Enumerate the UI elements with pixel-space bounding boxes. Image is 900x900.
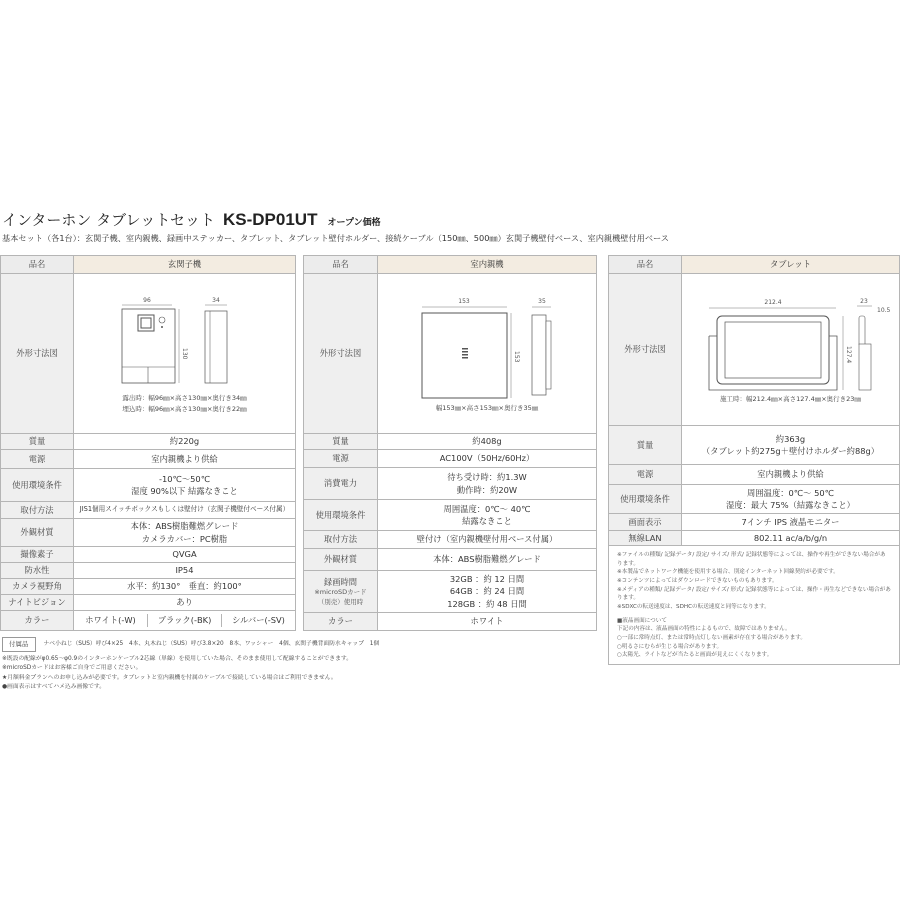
spec-value	[378, 500, 597, 531]
spec-label-note: ※microSDカード	[314, 588, 367, 597]
name-label: 品名	[304, 256, 378, 274]
spec-value-line: カメラカバー：PC樹脂	[141, 533, 228, 544]
spec-label: 無線LAN	[609, 531, 682, 546]
dimension-caption-exposed: 露出時：幅96㎜×高さ130㎜×奥行き34㎜	[122, 394, 247, 403]
diagram-label: 外形寸法図	[1, 274, 74, 434]
spec-value-line: 32GB ：約 12 日間	[449, 574, 525, 585]
spec-value-line: 本体：ABS樹脂難燃グレード	[130, 521, 239, 532]
product-name: タブレット	[682, 256, 900, 274]
note-line: ★月額料金プランへのお申し込みが必要です。タブレットと室内親機を付属のケーブルで接続している場合はご利用できません。	[2, 674, 337, 681]
spec-value: あり	[74, 595, 296, 611]
spec-value: 802.11 ac/a/b/g/n	[682, 531, 900, 546]
spec-value: QVGA	[74, 547, 296, 563]
svg-text:153: 153	[458, 298, 470, 306]
lcd-notes-title: ■液晶画面について	[617, 617, 667, 624]
note-line: ●画面表示はすべてハメ込み画像です。	[2, 684, 106, 691]
indoor-unit-drawing	[412, 293, 562, 403]
spec-value	[74, 469, 296, 502]
note-line: ※メディアの種類/ 記録データ/ 設定/ サイズ/ 形式/ 記録状態等によっては、操作・再生などできない場合があります。	[617, 586, 891, 602]
spec-value: 室内親機より供給	[682, 465, 900, 485]
accessories-label: 付属品	[2, 637, 36, 652]
note-line: ※SDXCの転送速度は、SDHCの転送速度と同等になります。	[617, 603, 770, 610]
name-label: 品名	[609, 256, 682, 274]
svg-text:130: 130	[180, 348, 188, 360]
color-label: カラー	[304, 613, 378, 631]
spec-value	[682, 426, 900, 465]
spec-value-line: 結露なきこと	[462, 516, 512, 526]
note-line: ○一部に常時点灯、または常時点灯しない画素が存在する場合があります。	[617, 634, 807, 641]
accessories-text: ナベ小ねじ（SUS）呼び4×25 4本、丸木ねじ（SUS）呼び3.8×20 8本、ワッシャー 4個、玄関子機背面防水キャップ 1個	[43, 640, 380, 647]
tablet-notes	[608, 545, 900, 665]
spec-value-line: （タブレット約275g＋壁付けホルダー約88g）	[701, 446, 880, 456]
door-unit-diagram	[76, 293, 293, 414]
spec-value-line: 64GB ：約 24 日間	[449, 586, 525, 597]
spec-value-line: 周囲温度：0℃～ 40℃	[443, 503, 531, 514]
spec-value-line: 待ち受け時：約1.3W	[447, 472, 527, 483]
name-label: 品名	[1, 256, 74, 274]
svg-text:35: 35	[538, 298, 546, 306]
spec-value-line: 動作時：約20W	[456, 484, 518, 495]
spec-value-line: 湿度：最大 75%（結露なきこと）	[726, 500, 855, 510]
spec-value-line: 周囲温度：0℃～ 50℃	[747, 487, 834, 498]
note-line: ○明るさにむらが生じる場合があります。	[617, 643, 723, 650]
price-label: オープン価格	[327, 218, 381, 228]
spec-label: 撮像素子	[1, 547, 74, 563]
spec-label: 外観材質	[1, 519, 74, 547]
diagram-label: 外形寸法図	[609, 274, 682, 426]
note-line: ○太陽光、ライトなどが当たると画面が見えにくくなります。	[617, 652, 773, 659]
color-value: ホワイト	[378, 613, 597, 631]
spec-value: AC100V（50Hz/60Hz）	[378, 450, 597, 468]
spec-value: 壁付け（室内親機壁付用ベース付属）	[378, 531, 597, 549]
spec-label: 使用環境条件	[609, 485, 682, 514]
note-line: ※既設の配線がφ0.65～φ0.9のインターホンケーブル2芯線（単線）を使用していた場合、そのまま使用して配線することができます。	[2, 655, 353, 662]
spec-label: 使用環境条件	[1, 469, 74, 502]
spec-value: JIS1個用スイッチボックスもしくは壁付け（玄関子機壁付ベース付属）	[74, 502, 296, 519]
tablet-drawing	[691, 294, 891, 394]
spec-label: 画面表示	[609, 514, 682, 531]
dimension-caption-embedded: 埋込時：幅96㎜×高さ130㎜×奥行き22㎜	[122, 404, 247, 413]
diagram-label: 外形寸法図	[304, 274, 378, 434]
spec-label-line: 録画時間	[323, 577, 358, 588]
tablet-spec-table	[608, 255, 900, 546]
spec-value: 本体：ABS樹脂難燃グレード	[378, 549, 597, 571]
spec-label-note: （別売）使用時	[317, 597, 364, 606]
indoor-unit-diagram	[380, 293, 594, 413]
spec-value: IP54	[74, 563, 296, 579]
model-number: KS-DP01UT	[222, 210, 318, 229]
spec-value-line: 湿度 90%以下 結露なきこと	[131, 486, 238, 496]
note-line: ※microSDカードはお客様ご自身でご用意ください。	[2, 665, 142, 672]
footer-notes	[2, 637, 379, 693]
dimension-caption: 施工時：幅212.4㎜×高さ127.4㎜×奥行き23㎜	[720, 395, 861, 404]
spec-label: 外観材質	[304, 549, 378, 571]
spec-value: 約220g	[74, 434, 296, 450]
spec-label: 取付方法	[1, 502, 74, 519]
spec-value: 7インチ IPS 液晶モニター	[682, 514, 900, 531]
page-title	[2, 209, 381, 230]
color-black: ブラック(-BK)	[147, 614, 221, 626]
svg-text:34: 34	[211, 297, 220, 305]
set-contents: 基本セット（各1台）：玄関子機、室内親機、録画中ステッカー、タブレット、タブレット壁付ホルダー、接続ケーブル（150㎜、500㎜）玄関子機壁付ベース、室内親機壁付用ベース	[2, 233, 669, 243]
color-silver: シルバー(-SV)	[221, 614, 295, 626]
note-line: ※ファイルの種類/ 記録データ/ 設定/ サイズ/ 形式/ 記録状態等によっては、操作や再生ができない場合があります。	[617, 552, 886, 567]
spec-value: 約408g	[378, 434, 597, 450]
svg-text:153: 153	[513, 351, 520, 363]
spec-label: 電源	[1, 450, 74, 469]
product-name: 玄関子機	[74, 256, 296, 274]
spec-value	[682, 485, 900, 514]
accessories-row	[2, 637, 379, 652]
svg-text:127.4: 127.4	[844, 346, 852, 364]
spec-label: 消費電力	[304, 468, 378, 500]
color-options	[74, 614, 295, 626]
spec-label: 質量	[1, 434, 74, 450]
spec-value-line: 128GB ：約 48 日間	[447, 598, 527, 609]
product-name: 室内親機	[378, 256, 597, 274]
spec-label: カメラ視野角	[1, 579, 74, 595]
door-unit-drawing	[110, 293, 260, 393]
note-line: 下記の内容は、液晶画面の特性によるもので、故障ではありません。	[617, 626, 791, 633]
dimension-caption: 幅153㎜×高さ153㎜×奥行き35㎜	[435, 404, 539, 413]
spec-label: 質量	[304, 434, 378, 450]
svg-text:96: 96	[142, 297, 151, 305]
svg-text:23: 23	[859, 298, 868, 306]
svg-text:10.5: 10.5	[876, 307, 890, 315]
spec-label: 電源	[304, 450, 378, 468]
note-line: ※本製品でネットワーク機能を使用する場合、別途インターネット回線契約が必要です。	[617, 569, 839, 576]
spec-value	[378, 468, 597, 500]
spec-value-line: 約363g	[775, 433, 806, 444]
recording-time-value	[378, 571, 597, 613]
spec-label: 質量	[609, 426, 682, 465]
color-label: カラー	[1, 611, 74, 631]
spec-label: 使用環境条件	[304, 500, 378, 531]
note-line: ※コンテンツによってはダウンロードできないものもあります。	[617, 577, 778, 584]
spec-label: ナイトビジョン	[1, 595, 74, 611]
title-text: インターホン タブレットセット	[2, 211, 215, 229]
spec-label: 電源	[609, 465, 682, 485]
svg-text:212.4: 212.4	[763, 299, 782, 307]
door-unit-spec-table	[0, 255, 296, 631]
tablet-diagram	[684, 294, 897, 404]
spec-label: 取付方法	[304, 531, 378, 549]
spec-value	[74, 519, 296, 547]
spec-value: 室内親機より供給	[74, 450, 296, 469]
spec-label: 防水性	[1, 563, 74, 579]
spec-value: 水平：約130° 垂直：約100°	[74, 579, 296, 595]
recording-time-label	[304, 571, 378, 613]
color-white: ホワイト(-W)	[85, 615, 136, 626]
spec-value-line: -10℃～50℃	[158, 473, 211, 484]
indoor-unit-spec-table	[303, 255, 597, 631]
